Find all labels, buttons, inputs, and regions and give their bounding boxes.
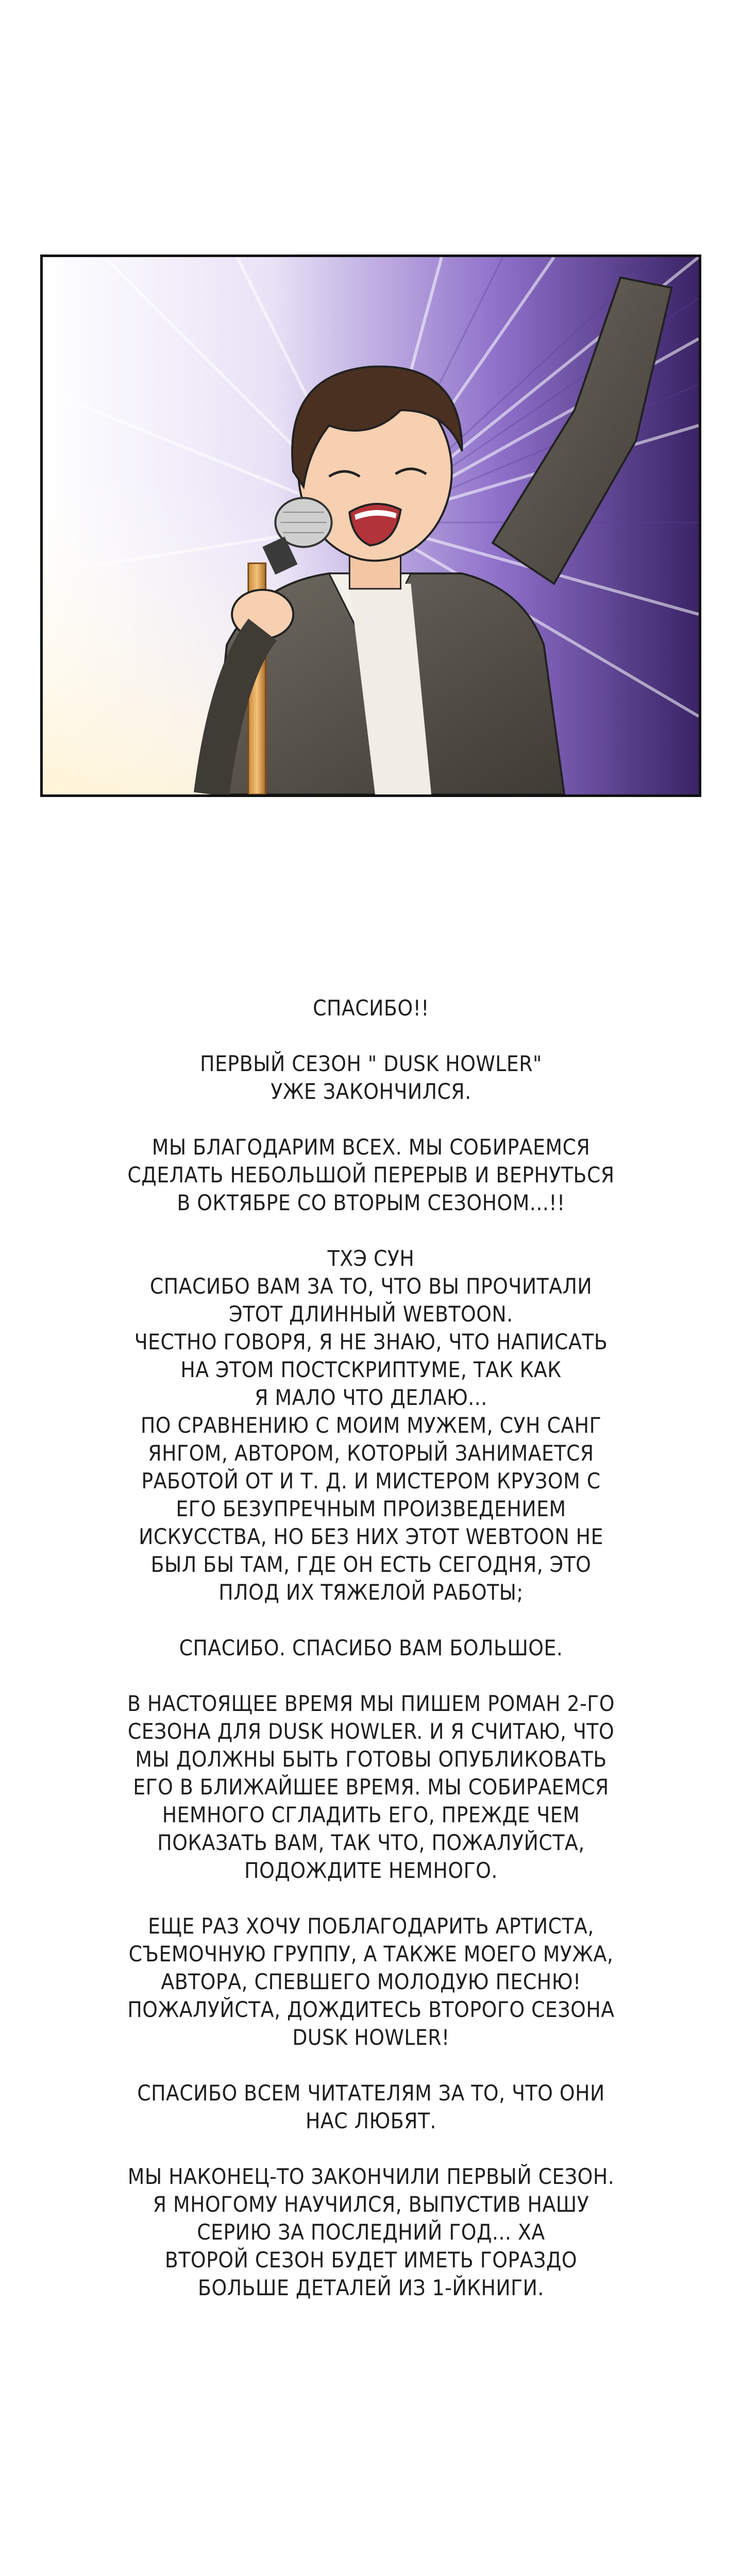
- afterword-paragraph-7: ЕЩЕ РАЗ ХОЧУ ПОБЛАГОДАРИТЬ АРТИСТА, СЪЕМОЧНУЮ ГРУППУ, А ТАКЖЕ МОЕГО МУЖА, АВТОРА, СПЕВШЕГО МОЛОДУЮ ПЕСНЮ! ПОЖАЛУЙСТА, ДОЖДИТЕСЬ ВТОРОГО СЕЗОНА DUSK HOWLER!: [127, 1913, 615, 2050]
- afterword-paragraph-4: ТХЭ СУН СПАСИБО ВАМ ЗА ТО, ЧТО ВЫ ПРОЧИТАЛИ ЭТОТ ДЛИННЫЙ WEBTOON. ЧЕСТНО ГОВОРЯ, Я НЕ ЗНАЮ, ЧТО НАПИСАТЬ НА ЭТОМ ПОСТСКРИПТУМЕ, ТАК КАК Я МАЛО ЧТО ДЕЛАЮ... ПО СРАВНЕНИЮ С МОИМ МУЖЕМ, СУН САНГ ЯНГОМ, АВТОРОМ, КОТОРЫЙ ЗАНИМАЕТСЯ РАБОТОЙ ОТ И Т. Д. И МИСТЕРОМ КРУЗОМ С ЕГО БЕЗУПРЕЧНЫМ ПРОИЗВЕДЕНИЕМ ИСКУССТВА, НО БЕЗ НИХ ЭТОТ WEBTOON НЕ БЫЛ БЫ ТАМ, ГДЕ ОН ЕСТЬ СЕГОДНЯ, ЭТО ПЛОД ИХ ТЯЖЕЛОЙ РАБОТЫ;: [134, 1246, 608, 1605]
- afterword-text: [113, 994, 629, 2330]
- afterword-paragraph-2: ПЕРВЫЙ СЕЗОН " DUSK HOWLER" УЖЕ ЗАКОНЧИЛСЯ.: [200, 1051, 542, 1104]
- afterword-paragraph-3: МЫ БЛАГОДАРИМ ВСЕХ. МЫ СОБИРАЕМСЯ СДЕЛАТЬ НЕБОЛЬШОЙ ПЕРЕРЫВ И ВЕРНУТЬСЯ В ОКТЯБРЕ СО ВТОРЫМ СЕЗОНОМ...!!: [127, 1134, 615, 1215]
- afterword-paragraph-9: МЫ НАКОНЕЦ-ТО ЗАКОНЧИЛИ ПЕРВЫЙ СЕЗОН. Я МНОГОМУ НАУЧИЛСЯ, ВЫПУСТИВ НАШУ СЕРИЮ ЗА ПОСЛЕДНИЙ ГОД... ХА ВТОРОЙ СЕЗОН БУДЕТ ИМЕТЬ ГОРАЗДО БОЛЬШЕ ДЕТАЛЕЙ ИЗ 1-ЙКНИГИ.: [127, 2164, 615, 2300]
- afterword-paragraph-8: СПАСИБО ВСЕМ ЧИТАТЕЛЯМ ЗА ТО, ЧТО ОНИ НАС ЛЮБЯТ.: [137, 2080, 605, 2133]
- afterword-paragraph-5: СПАСИБО. СПАСИБО ВАМ БОЛЬШОЕ.: [179, 1635, 563, 1660]
- singer-illustration: [43, 257, 699, 794]
- afterword-paragraph-6: В НАСТОЯЩЕЕ ВРЕМЯ МЫ ПИШЕМ РОМАН 2-ГО СЕЗОНА ДЛЯ DUSK HOWLER. И Я СЧИТАЮ, ЧТО МЫ ДОЛЖНЫ БЫТЬ ГОТОВЫ ОПУБЛИКОВАТЬ ЕГО В БЛИЖАЙШЕЕ ВРЕМЯ. МЫ СОБИРАЕМСЯ НЕМНОГО СГЛАДИТЬ ЕГО, ПРЕЖДЕ ЧЕМ ПОКАЗАТЬ ВАМ, ТАК ЧТО, ПОЖАЛУЙСТА, ПОДОЖДИТЕ НЕМНОГО.: [127, 1691, 615, 1883]
- comic-panel-singer: [40, 255, 701, 797]
- afterword-paragraph-1: СПАСИБО!!: [313, 995, 429, 1021]
